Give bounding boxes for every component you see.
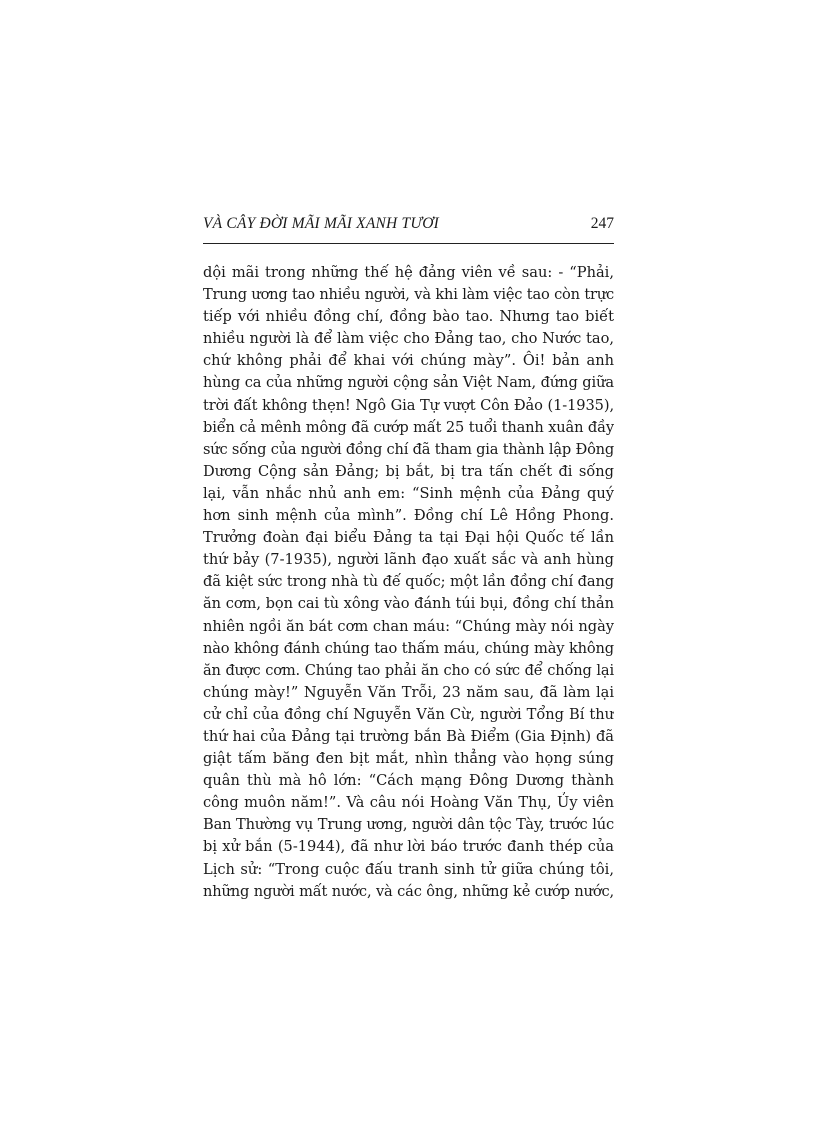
text-line: ăn cơm, bọn cai tù xông vào đánh túi bụi, đồng chí thản <box>203 595 614 613</box>
text-line: những người mất nước, và các ông, những kẻ cướp nước, <box>203 882 614 900</box>
text-line: dội mãi trong những thế hệ đảng viên về sau: - “Phải, <box>203 264 614 281</box>
text-line: biển cả mênh mông đã cướp mất 25 tuổi thanh xuân đầy <box>203 418 614 436</box>
text-line: cử chỉ của đồng chí Nguyễn Văn Cừ, người Tổng Bí thư <box>203 705 614 723</box>
text-line: giật tấm băng đen bịt mắt, nhìn thẳng vào họng súng <box>203 750 614 768</box>
text-line: đã kiệt sức trong nhà tù đế quốc; một lần đồng chí đang <box>203 573 614 591</box>
text-line: bị xử bắn (5-1944), đã như lời báo trước đanh thép của <box>203 838 614 856</box>
text-line: ăn được cơm. Chúng tao phải ăn cho có sức để chống lại <box>203 661 614 679</box>
text-line: Dương Cộng sản Đảng; bị bắt, bị tra tấn chết đi sống <box>203 462 614 480</box>
text-line: hùng ca của những người cộng sản Việt Nam, đứng giữa <box>203 374 614 392</box>
text-line: lại, vẫn nhắc nhủ anh em: “Sinh mệnh của Đảng quý <box>203 484 614 502</box>
page-header <box>203 213 614 244</box>
text-line: chúng mày!” Nguyễn Văn Trỗi, 23 năm sau, đã làm lại <box>203 683 614 701</box>
text-line: sức sống của người đồng chí đã tham gia thành lập Đông <box>203 440 614 458</box>
text-line: thứ hai của Đảng tại trường bắn Bà Điểm (Gia Định) đã <box>203 727 614 745</box>
running-title: VÀ CÂY ĐỜI MÃI MÃI XANH TƯƠI <box>203 215 439 232</box>
page-number: 247 <box>590 215 614 232</box>
text-line: trời đất không thẹn! Ngô Gia Tự vượt Côn Đảo (1-1935), <box>203 396 614 414</box>
text-line: công muôn năm!”. Và câu nói Hoàng Văn Thụ, Ủy viên <box>203 794 614 812</box>
text-line: hơn sinh mệnh của mình”. Đồng chí Lê Hồng Phong. <box>203 507 614 525</box>
text-line: Lịch sử: “Trong cuộc đấu tranh sinh tử giữa chúng tôi, <box>203 860 614 878</box>
text-line: Trưởng đoàn đại biểu Đảng ta tại Đại hội Quốc tế lần <box>203 529 614 547</box>
text-line: tiếp với nhiều đồng chí, đồng bào tao. Nhưng tao biết <box>203 308 614 326</box>
text-line: thứ bảy (7-1935), người lãnh đạo xuất sắc và anh hùng <box>203 551 614 569</box>
text-line: nào không đánh chúng tao thấm máu, chúng mày không <box>203 639 614 657</box>
text-line: nhiều người là để làm việc cho Đảng tao, cho Nước tao, <box>203 330 614 348</box>
text-line: Ban Thường vụ Trung ương, người dân tộc Tày, trước lúc <box>203 816 614 834</box>
text-line: quân thù mà hô lớn: “Cách mạng Đông Dương thành <box>203 772 614 790</box>
text-line: Trung ương tao nhiều người, và khi làm việc tao còn trực <box>203 286 614 304</box>
text-line: chứ không phải để khai với chúng mày”. Ôi! bản anh <box>203 352 614 370</box>
text-line: nhiên ngồi ăn bát cơm chan máu: “Chúng mày nói ngày <box>203 617 614 635</box>
body-text <box>203 262 614 903</box>
